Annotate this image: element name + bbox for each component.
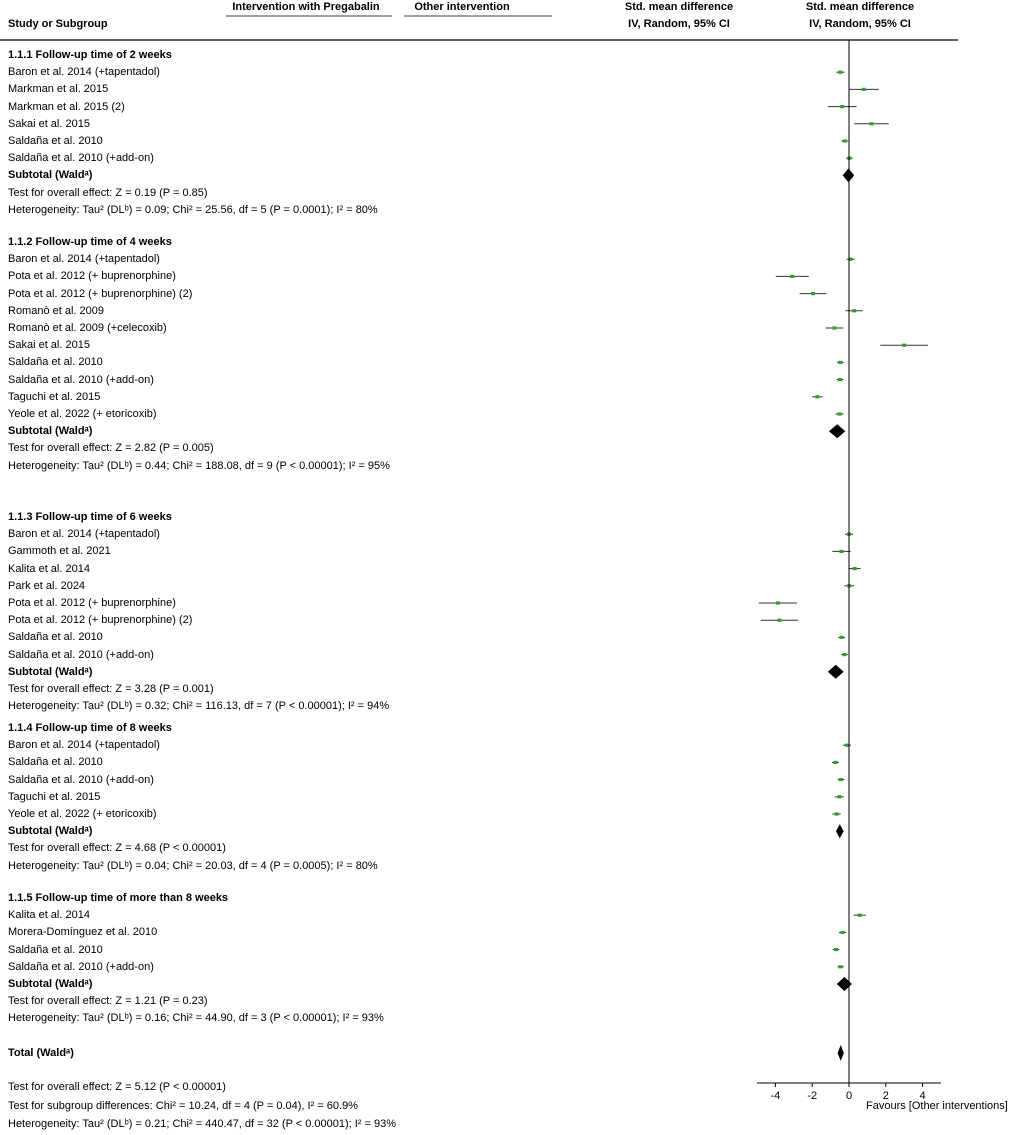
study-name: Sakai et al. 2015: [8, 339, 90, 352]
study-name: Saldaña et al. 2010 (+add-on): [8, 773, 154, 786]
study-name: Sakai et al. 2015: [8, 117, 90, 130]
study-name: Saldaña et al. 2010: [8, 356, 103, 369]
study-name: Markman et al. 2015: [8, 83, 109, 96]
study-name: Pota et al. 2012 (+ buprenorphine): [8, 597, 176, 609]
overall-effect-test: Test for overall effect: Z = 2.82 (P = 0.005): [8, 442, 214, 455]
subgroup-title: 1.1.4 Follow-up time of 8 weeks: [8, 722, 172, 734]
study-name: Taguchi et al. 2015: [8, 790, 101, 803]
heterogeneity: Heterogeneity: Tau² (DLᵇ) = 0.16; Chi² = 44.90, df = 3 (P < 0.00001); I² = 93%: [8, 1012, 384, 1025]
point-estimate: [838, 361, 842, 364]
footer-stat: Heterogeneity: Tau² (DLᵇ) = 0.21; Chi² = 440.47, df = 32 (P < 0.00001); I² = 93%: [8, 1118, 397, 1130]
point-estimate: [834, 761, 838, 764]
smd-plot-header: Std. mean difference: [805, 1, 915, 13]
subtotal-diamond: [836, 824, 844, 838]
point-estimate: [841, 931, 845, 934]
study-name: Morera-Domínguez et al. 2010: [8, 926, 158, 939]
point-estimate: [838, 412, 842, 415]
study-name: Saldaña et al. 2010: [8, 135, 103, 147]
study-name: Yeole et al. 2022 (+ etoricoxib): [8, 408, 157, 420]
point-estimate: [776, 601, 780, 604]
point-estimate: [811, 292, 815, 295]
point-estimate: [815, 395, 819, 398]
subtotal-diamond: [837, 977, 852, 991]
study-name: Saldaña et al. 2010 (+add-on): [8, 648, 154, 661]
point-estimate: [834, 948, 838, 951]
heterogeneity: Heterogeneity: Tau² (DLᵇ) = 0.44; Chi² = 188.08, df = 9 (P < 0.00001); I² = 95%: [8, 459, 390, 472]
study-name: Saldaña et al. 2010: [8, 943, 103, 956]
study-name: Saldaña et al. 2010: [8, 756, 103, 769]
point-estimate: [837, 795, 841, 798]
study-name: Kalita et al. 2014: [8, 909, 90, 922]
point-estimate: [838, 71, 842, 74]
point-estimate: [852, 309, 856, 312]
heterogeneity: Heterogeneity: Tau² (DLᵇ) = 0.09; Chi² = 25.56, df = 5 (P = 0.0001); I² = 80%: [8, 203, 378, 216]
overall-effect-test: Test for overall effect: Z = 4.68 (P < 0.00001): [8, 842, 226, 855]
point-estimate: [902, 344, 906, 347]
subtotal-diamond: [829, 424, 845, 438]
subtotal-diamond: [828, 665, 844, 679]
subtotal-label: Subtotal (Waldᵃ): [8, 978, 93, 990]
subgroup-title: 1.1.1 Follow-up time of 2 weeks: [8, 49, 172, 61]
study-name: Saldaña et al. 2010 (+add-on): [8, 152, 154, 165]
point-estimate: [790, 275, 794, 278]
subtotal-label: Subtotal (Waldᵃ): [8, 425, 93, 438]
study-header: Study or Subgroup: [8, 18, 108, 30]
point-estimate: [839, 965, 843, 968]
point-estimate: [845, 744, 849, 747]
point-estimate: [858, 914, 862, 917]
study-name: Yeole et al. 2022 (+ etoricoxib): [8, 808, 157, 820]
subgroup-title: 1.1.3 Follow-up time of 6 weeks: [8, 511, 172, 523]
heterogeneity: Heterogeneity: Tau² (DLᵇ) = 0.32; Chi² = 116.13, df = 7 (P < 0.00001); I² = 94%: [8, 700, 390, 713]
study-name: Romanò et al. 2009 (+celecoxib): [8, 322, 167, 334]
point-estimate: [840, 105, 844, 108]
subgroup-title: 1.1.2 Follow-up time of 4 weeks: [8, 236, 172, 248]
group2-header: Other intervention: [414, 1, 510, 13]
favours-right: Favours [Other interventions]: [866, 1100, 1008, 1112]
subgroup-title: 1.1.5 Follow-up time of more than 8 weeks: [8, 892, 229, 904]
point-estimate: [853, 567, 857, 570]
study-name: Pota et al. 2012 (+ buprenorphine): [8, 270, 176, 283]
heterogeneity: Heterogeneity: Tau² (DLᵇ) = 0.04; Chi² = 20.03, df = 4 (P = 0.0005); I² = 80%: [8, 859, 378, 872]
study-name: Taguchi et al. 2015: [8, 390, 101, 403]
point-estimate: [839, 778, 843, 781]
study-name: Saldaña et al. 2010: [8, 631, 103, 644]
total-label: Total (Waldᵃ): [8, 1047, 74, 1059]
x-tick-label: -4: [770, 1090, 781, 1102]
point-estimate: [843, 139, 847, 142]
total-diamond: [838, 1045, 844, 1061]
study-name: Markman et al. 2015 (2): [8, 100, 125, 113]
point-estimate: [777, 619, 781, 622]
subtotal-label: Subtotal (Waldᵃ): [8, 825, 93, 838]
study-name: Kalita et al. 2014: [8, 562, 90, 575]
point-estimate: [862, 88, 866, 91]
study-name: Romanò et al. 2009: [8, 304, 105, 317]
smd-header: Std. mean difference: [624, 1, 734, 13]
overall-effect-test: Test for overall effect: Z = 3.28 (P = 0.001): [8, 683, 214, 695]
study-name: Saldaña et al. 2010 (+add-on): [8, 373, 154, 386]
study-name: Baron et al. 2014 (+tapentadol): [8, 253, 160, 266]
point-estimate: [838, 378, 842, 381]
footer-stat: Test for subgroup differences: Chi² = 10.24, df = 4 (P = 0.04), I² = 60.9%: [8, 1100, 358, 1112]
x-tick-label: 4: [919, 1090, 926, 1102]
point-estimate: [839, 550, 843, 553]
footer-stat: Test for overall effect: Z = 5.12 (P < 0.00001): [8, 1081, 226, 1093]
group1-header: Intervention with Pregabalin: [232, 1, 380, 13]
x-tick-label: 0: [845, 1090, 853, 1102]
study-name: Baron et al. 2014 (+tapentadol): [8, 528, 160, 541]
x-tick-label: -2: [807, 1090, 818, 1102]
subtotal-label: Subtotal (Waldᵃ): [8, 665, 93, 678]
point-estimate: [835, 812, 839, 815]
study-name: Baron et al. 2014 (+tapentadol): [8, 66, 160, 79]
point-estimate: [840, 636, 844, 639]
method-plot-header: IV, Random, 95% CI: [809, 18, 911, 30]
study-name: Gammoth et al. 2021: [8, 545, 111, 558]
subtotal-diamond: [843, 168, 854, 182]
subtotal-label: Subtotal (Waldᵃ): [8, 169, 93, 182]
study-name: Park et al. 2024: [8, 579, 86, 592]
method-header: IV, Random, 95% CI: [628, 18, 730, 30]
study-name: Saldaña et al. 2010 (+add-on): [8, 960, 154, 973]
study-name: Pota et al. 2012 (+ buprenorphine) (2): [8, 287, 193, 300]
overall-effect-test: Test for overall effect: Z = 0.19 (P = 0.85): [8, 186, 208, 199]
study-name: Pota et al. 2012 (+ buprenorphine) (2): [8, 614, 193, 627]
point-estimate: [843, 653, 847, 656]
point-estimate: [832, 326, 836, 329]
study-name: Baron et al. 2014 (+tapentadol): [8, 739, 160, 752]
point-estimate: [869, 122, 873, 125]
overall-effect-test: Test for overall effect: Z = 1.21 (P = 0.23): [8, 995, 208, 1008]
x-tick-label: 2: [882, 1090, 889, 1102]
